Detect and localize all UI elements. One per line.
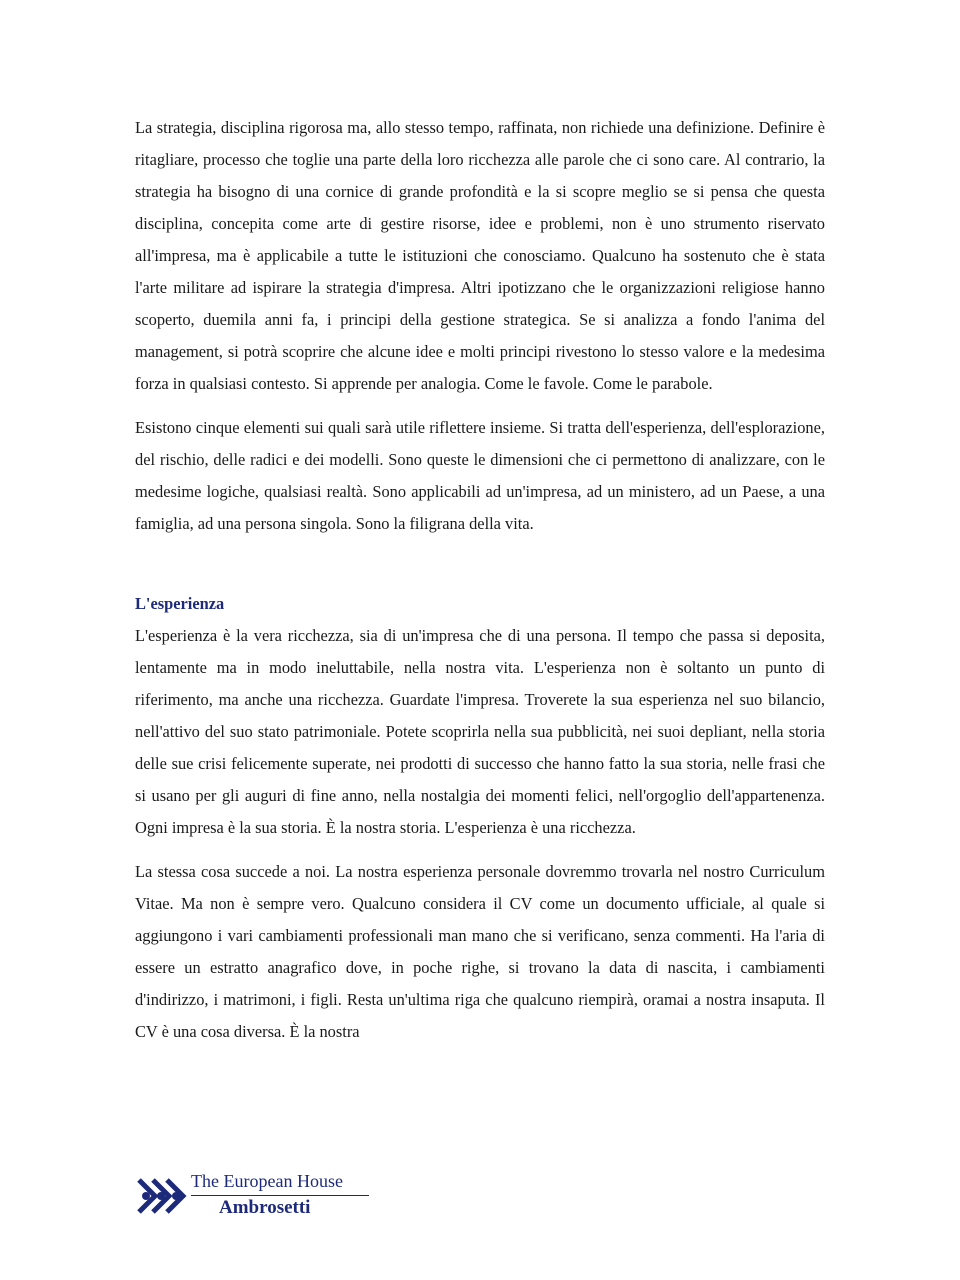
logo-text [191, 1170, 369, 1220]
logo-line-1: The European House [191, 1170, 369, 1196]
section-paragraph-2: La stessa cosa succede a noi. La nostra esperienza personale dovremmo trovarla nel nostro Curriculum Vitae. Ma non è sempre vero. Qualcuno considera il CV come un documento ufficiale, al quale si aggiungono i vari cambiamenti professionali man mano che si verificano, senza commenti. Ha l'aria di essere un estratto anagrafico dove, in poche righe, si trovano la data di nascita, i cambiamenti d'indirizzo, i matrimoni, i figli. Resta un'ultima riga che qualcuno riempirà, oramai a nostra insaputa. Il CV è una cosa diversa. È la nostra [135, 862, 825, 1041]
intro-paragraph-2: Esistono cinque elementi sui quali sarà utile riflettere insieme. Si tratta dell'esperienza, dell'esplorazione, del rischio, delle radici e dei modelli. Sono queste le dimensioni che ci permettono di analizzare, con le medesime logiche, qualsiasi realtà. Sono applicabili ad un'impresa, ad un ministero, ad un Paese, a una famiglia, ad una persona singola. Sono la filigrana della vita. [135, 418, 825, 533]
logo-line-2: Ambrosetti [219, 1197, 311, 1218]
section-paragraph-1: L'esperienza è la vera ricchezza, sia di un'impresa che di una persona. Il tempo che passa si deposita, lentamente ma in modo ineluttabile, nella nostra vita. L'esperienza non è soltanto un punto di riferimento, ma anche una ricchezza. Guardate l'impresa. Troverete la sua esperienza nel suo bilancio, nell'attivo del suo stato patrimoniale. Potete scoprirla nella sua pubblicità, nei suoi depliant, nella storia delle sue crisi felicemente superate, nei prodotti di successo che hanno fatto la sua storia, nelle frasi che si usano per gli auguri di fine anno, nella nostalgia dei momenti felici, nell'orgoglio dell'appartenenza. Ogni impresa è la sua storia. È la nostra storia. L'esperienza è una ricchezza. [135, 626, 825, 837]
document-page [135, 112, 825, 1060]
section-spacer [135, 552, 825, 588]
intro-paragraph-1: La strategia, disciplina rigorosa ma, allo stesso tempo, raffinata, non richiede una definizione. Definire è ritagliare, processo che toglie una parte della loro ricchezza alle parole che ci sono care. Al contrario, la strategia ha bisogno di una cornice di grande profondità e la si scopre meglio se si pensa che questa disciplina, concepita come arte di gestire risorse, idee e problemi, non è uno strumento riservato all'impresa, ma è applicabile a tutte le istituzioni che conosciamo. Qualcuno ha sostenuto che è stata l'arte militare ad ispirare la strategia d'impresa. Altri ipotizzano che le organizzazioni religiose hanno scoperto, duemila anni fa, i principi della gestione strategica. Se si analizza a fondo l'anima del management, si potrà scoprire che alcune idee e molti principi rivestono lo stesso valore e la medesima forza in qualsiasi contesto. Si apprende per analogia. Come le favole. Come le parabole. [135, 118, 825, 393]
logo-mark-icon [135, 1172, 189, 1220]
company-logo [135, 1170, 375, 1226]
section-title: L'esperienza [135, 594, 225, 613]
